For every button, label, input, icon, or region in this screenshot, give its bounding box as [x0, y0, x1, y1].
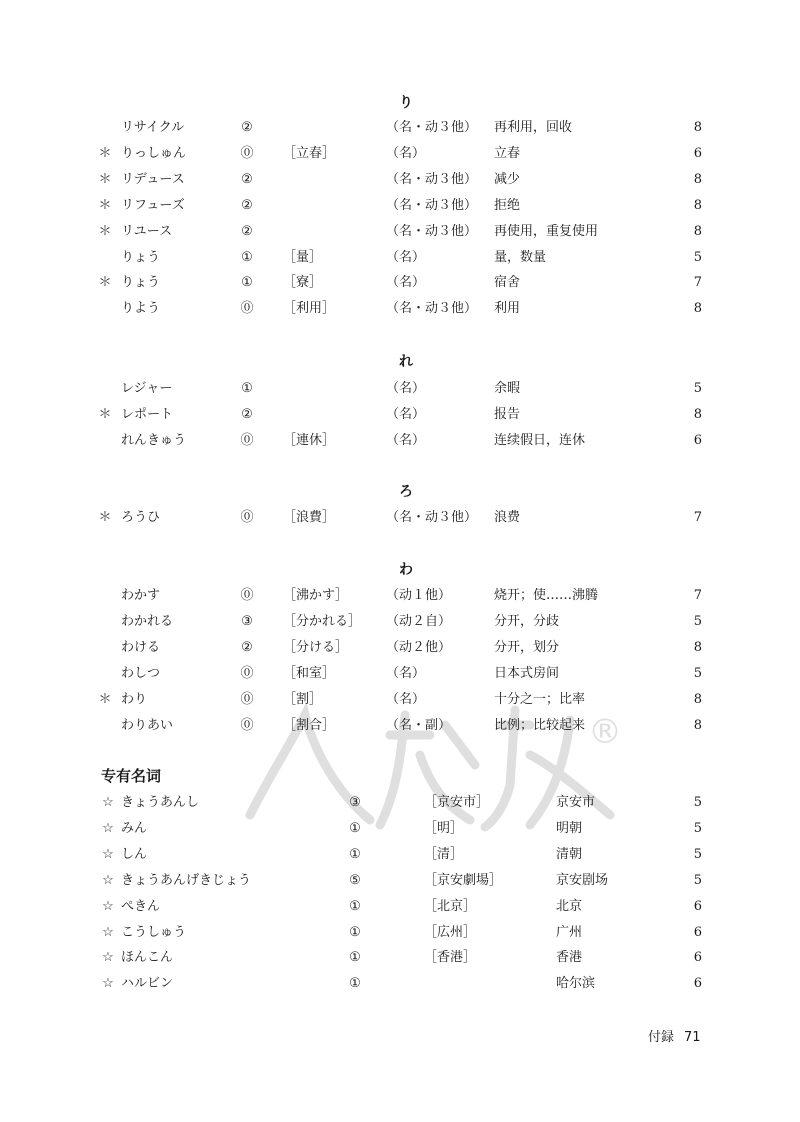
entry-lesson: 8	[693, 223, 702, 239]
entry-word: ろうひ	[121, 510, 161, 525]
entry-word: りょう	[121, 275, 161, 291]
entry-lesson: 8	[693, 406, 702, 422]
entry-accent: ②	[241, 223, 253, 239]
entry-word: わりあい	[121, 717, 174, 733]
proper-noun-word: ほんこん	[121, 950, 174, 966]
proper-noun-kanji: ［京安市］	[424, 795, 490, 810]
word-entry-row	[0, 662, 800, 686]
proper-noun-kanji: ［北京］	[424, 898, 477, 914]
entry-meaning: 利用	[494, 301, 521, 317]
entry-kanji: ［沸かす］	[283, 588, 349, 603]
word-entry-row	[0, 636, 800, 660]
proper-noun-mark: ☆	[102, 976, 114, 992]
proper-noun-accent: ①	[349, 924, 361, 940]
entry-lesson: 8	[693, 717, 702, 733]
entry-part-of-speech: （动２自）	[386, 613, 452, 629]
proper-noun-row	[0, 817, 800, 841]
entry-word: りっしゅん	[121, 145, 187, 161]
entry-accent: ①	[241, 249, 253, 265]
entry-meaning: 立春	[494, 145, 521, 161]
proper-noun-meaning: 明朝	[556, 820, 583, 836]
entry-accent: ⓪	[240, 691, 254, 707]
entry-accent: ②	[241, 171, 253, 187]
entry-accent: ②	[241, 120, 253, 135]
proper-noun-word: しん	[121, 846, 148, 862]
entry-word: リユース	[121, 223, 173, 239]
proper-noun-word: きょうあんし	[121, 795, 200, 810]
entry-meaning: 宿舍	[494, 275, 521, 291]
entry-kanji: ［割合］	[283, 717, 336, 733]
section-heading: ろ	[399, 484, 413, 500]
entry-lesson: 6	[693, 432, 702, 448]
entry-lesson: 7	[693, 588, 702, 603]
entry-kanji: ［和室］	[283, 665, 336, 681]
entry-meaning: 日本式房间	[494, 665, 560, 681]
word-entry-row	[0, 194, 800, 218]
entry-lesson: 8	[693, 639, 702, 655]
proper-noun-mark: ☆	[102, 872, 114, 888]
entry-word: りよう	[121, 301, 161, 317]
proper-noun-accent: ①	[349, 976, 361, 992]
proper-noun-kanji: ［香港］	[424, 950, 477, 966]
entry-kanji: ［連休］	[283, 432, 336, 448]
section-heading: れ	[399, 354, 413, 370]
word-entry-row	[0, 168, 800, 192]
entry-mark: ＊	[98, 691, 112, 707]
word-entry-row	[0, 688, 800, 712]
proper-noun-mark: ☆	[102, 820, 114, 836]
proper-noun-lesson: 5	[693, 846, 702, 862]
proper-noun-mark: ☆	[102, 950, 114, 966]
entry-lesson: 8	[693, 171, 702, 187]
entry-part-of-speech: （名・动３他）	[386, 510, 478, 525]
proper-noun-meaning: 清朝	[556, 846, 583, 862]
entry-meaning: 再使用，重复使用	[494, 223, 599, 239]
word-entry-row	[0, 429, 800, 453]
entry-mark: ＊	[98, 197, 112, 213]
page-number: 71	[684, 1030, 701, 1045]
section-heading: り	[399, 95, 413, 111]
proper-noun-mark: ☆	[102, 924, 114, 940]
proper-noun-meaning: 广州	[556, 924, 583, 940]
entry-word: わける	[121, 639, 161, 655]
entry-meaning: 报告	[494, 406, 521, 422]
entry-word: リサイクル	[121, 120, 185, 135]
entry-word: わかれる	[121, 613, 174, 629]
entry-mark: ＊	[98, 145, 112, 161]
proper-noun-row	[0, 921, 800, 945]
entry-kanji: ［分かれる］	[283, 613, 362, 629]
proper-noun-lesson: 5	[693, 795, 702, 810]
section-heading: わ	[399, 562, 413, 578]
entry-part-of-speech: （名）	[386, 432, 426, 448]
word-entry-row	[0, 610, 800, 634]
proper-noun-row	[0, 869, 800, 893]
entry-mark: ＊	[98, 223, 112, 239]
word-entry-row	[0, 142, 800, 166]
proper-noun-lesson: 6	[693, 898, 702, 914]
proper-noun-accent: ⑤	[349, 872, 361, 888]
entry-word: レジャー	[121, 381, 173, 396]
entry-part-of-speech: （名・动３他）	[386, 197, 478, 213]
proper-noun-word: みん	[121, 820, 148, 836]
entry-accent: ②	[241, 406, 253, 422]
entry-lesson: 8	[693, 197, 702, 213]
entry-kanji: ［寮］	[283, 275, 323, 291]
entry-part-of-speech: （名）	[386, 275, 426, 291]
word-entry-row	[0, 377, 800, 401]
entry-part-of-speech: （名・动３他）	[386, 223, 478, 239]
proper-noun-kanji: ［京安劇場］	[424, 872, 503, 888]
proper-noun-meaning: 北京	[556, 898, 583, 914]
entry-part-of-speech: （名）	[386, 406, 426, 422]
word-entry-row	[0, 506, 800, 530]
entry-accent: ⓪	[240, 432, 254, 448]
entry-lesson: 5	[693, 249, 702, 265]
proper-noun-row	[0, 946, 800, 970]
entry-word: リデュース	[121, 171, 185, 187]
entry-accent: ⓪	[240, 588, 254, 603]
proper-noun-accent: ①	[349, 846, 361, 862]
entry-part-of-speech: （名・动３他）	[386, 171, 478, 187]
entry-accent: ⓪	[240, 301, 254, 317]
word-entry-row	[0, 403, 800, 427]
proper-noun-accent: ③	[349, 795, 361, 810]
entry-accent: ⓪	[240, 510, 254, 525]
entry-meaning: 分开，划分	[494, 639, 560, 655]
proper-noun-accent: ①	[349, 898, 361, 914]
proper-noun-kanji: ［広州］	[424, 924, 477, 940]
entry-kanji: ［利用］	[283, 301, 336, 317]
entry-part-of-speech: （动２他）	[386, 639, 452, 655]
entry-mark: ＊	[98, 510, 112, 525]
entry-kanji: ［量］	[283, 249, 323, 265]
entry-word: わしつ	[121, 665, 161, 681]
entry-word: れんきゅう	[121, 432, 187, 448]
entry-lesson: 8	[693, 120, 702, 135]
proper-nouns-title: 专有名词	[101, 767, 162, 785]
entry-accent: ⓪	[240, 665, 254, 681]
proper-noun-mark: ☆	[102, 846, 114, 862]
entry-word: わかす	[121, 588, 161, 603]
proper-noun-lesson: 6	[693, 924, 702, 940]
proper-noun-meaning: 京安剧场	[556, 872, 609, 888]
proper-noun-lesson: 5	[693, 872, 702, 888]
footer-label: 付録	[648, 1030, 675, 1045]
word-entry-row	[0, 271, 800, 295]
proper-noun-mark: ☆	[102, 795, 114, 810]
entry-accent: ①	[241, 275, 253, 291]
word-entry-row	[0, 220, 800, 244]
entry-meaning: 拒绝	[494, 197, 521, 213]
entry-accent: ②	[241, 197, 253, 213]
entry-accent: ⓪	[240, 717, 254, 733]
entry-meaning: 量，数量	[494, 249, 547, 265]
entry-lesson: 7	[693, 275, 702, 291]
entry-mark: ＊	[98, 275, 112, 291]
proper-noun-row	[0, 972, 800, 996]
entry-word: わり	[121, 691, 148, 707]
entry-part-of-speech: （名）	[386, 665, 426, 681]
entry-lesson: 7	[693, 510, 702, 525]
entry-meaning: 分开，分歧	[494, 613, 560, 629]
entry-meaning: 浪费	[494, 510, 521, 525]
entry-lesson: 5	[693, 613, 702, 629]
proper-noun-kanji: ［清］	[424, 846, 464, 862]
proper-noun-lesson: 6	[693, 950, 702, 966]
entry-word: レポート	[121, 406, 174, 422]
entry-meaning: 连续假日，连休	[494, 432, 586, 448]
word-entry-row	[0, 246, 800, 270]
proper-noun-meaning: 哈尔滨	[556, 976, 596, 992]
entry-accent: ③	[241, 613, 253, 629]
proper-noun-word: ぺきん	[121, 898, 161, 914]
entry-meaning: 减少	[494, 171, 521, 187]
entry-kanji: ［浪費］	[283, 510, 336, 525]
entry-mark: ＊	[98, 171, 112, 187]
entry-accent: ⓪	[240, 145, 254, 161]
proper-noun-mark: ☆	[102, 898, 114, 914]
entry-kanji: ［割］	[283, 691, 323, 707]
entry-lesson: 8	[693, 691, 702, 707]
entry-lesson: 6	[693, 145, 702, 161]
entry-lesson: 5	[693, 665, 702, 681]
proper-noun-word: こうしゅう	[121, 924, 187, 940]
entry-meaning: 再利用，回收	[494, 120, 573, 135]
entry-part-of-speech: （名）	[386, 691, 426, 707]
entry-part-of-speech: （名・动３他）	[386, 301, 478, 317]
proper-noun-row	[0, 895, 800, 919]
entry-accent: ②	[241, 639, 253, 655]
entry-part-of-speech: （名・动３他）	[386, 120, 478, 135]
proper-noun-meaning: 京安市	[556, 795, 596, 810]
page-footer	[600, 1028, 710, 1048]
proper-noun-lesson: 6	[693, 976, 702, 992]
entry-word: りょう	[121, 249, 161, 265]
entry-meaning: 余暇	[494, 381, 521, 396]
word-entry-row	[0, 584, 800, 608]
word-entry-row	[0, 116, 800, 140]
proper-noun-word: ハルビン	[121, 976, 174, 992]
entry-word: リフューズ	[121, 197, 185, 213]
entry-part-of-speech: （动１他）	[386, 588, 452, 603]
proper-noun-accent: ①	[349, 950, 361, 966]
proper-noun-accent: ①	[349, 820, 361, 836]
proper-noun-word: きょうあんげきじょう	[121, 872, 252, 888]
entry-part-of-speech: （名）	[386, 381, 426, 396]
entry-lesson: 8	[693, 301, 702, 317]
word-entry-row	[0, 297, 800, 321]
proper-noun-row	[0, 843, 800, 867]
entry-meaning: 比例；比较起来	[494, 717, 586, 733]
entry-lesson: 5	[693, 381, 702, 396]
entry-kanji: ［立春］	[283, 145, 336, 161]
entry-accent: ①	[241, 381, 253, 396]
entry-part-of-speech: （名）	[386, 145, 426, 161]
entry-part-of-speech: （名）	[386, 249, 426, 265]
entry-meaning: 烧开；使……沸腾	[494, 588, 599, 603]
proper-noun-row	[0, 791, 800, 815]
proper-noun-meaning: 香港	[556, 950, 583, 966]
proper-noun-kanji: ［明］	[424, 820, 464, 836]
entry-kanji: ［分ける］	[283, 639, 349, 655]
entry-mark: ＊	[98, 406, 112, 422]
registered-mark-icon: ®	[588, 712, 622, 752]
entry-meaning: 十分之一；比率	[494, 691, 586, 707]
entry-part-of-speech: （名・副）	[386, 717, 452, 733]
word-entry-row	[0, 714, 800, 738]
proper-noun-lesson: 5	[693, 820, 702, 836]
